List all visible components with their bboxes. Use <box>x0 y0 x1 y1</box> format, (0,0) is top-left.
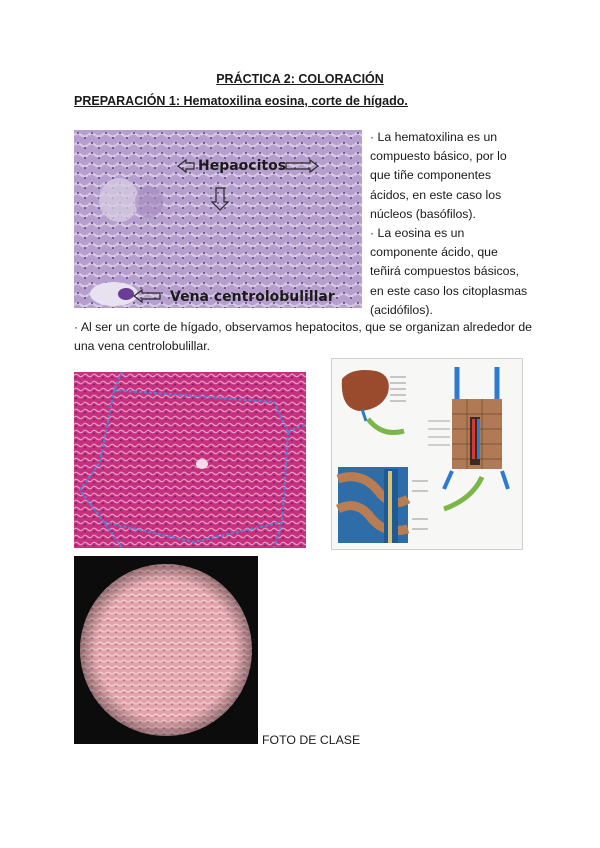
side-text-line: · La eosina es un <box>370 226 465 241</box>
class-microscope-photo <box>74 556 258 744</box>
figure-liver-lobule <box>74 372 306 548</box>
side-text-line: compuesto básico, por lo <box>370 149 507 164</box>
side-text-line: componente ácido, que <box>370 245 498 260</box>
side-text-block <box>370 128 540 320</box>
label-hepatocitos: Hepaocitos <box>198 158 287 174</box>
figure-liver-he-labeled <box>74 130 362 308</box>
document-title: PRÁCTICA 2: COLORACIÓN <box>216 72 384 86</box>
label-vena-centrolobulillar: Vena centrolobulillar <box>170 289 335 305</box>
photo-caption: FOTO DE CLASE <box>262 733 361 747</box>
body-paragraph <box>74 318 544 356</box>
side-text-line: (acidófilos). <box>370 302 433 317</box>
document-subtitle: PREPARACIÓN 1: Hematoxilina eosina, corte de hígado. <box>74 94 408 108</box>
figure-liver-diagram <box>331 358 523 550</box>
side-text-line: núcleos (basófilos). <box>370 206 476 221</box>
side-text-line: que tiñe componentes <box>370 168 492 183</box>
paragraph-line: · Al ser un corte de hígado, observamos hepatocitos, que se organizan alrededor de <box>74 320 533 334</box>
paragraph-line: una vena centrolobulillar. <box>74 339 211 354</box>
side-text-line: teñirá compuestos básicos, <box>370 264 520 279</box>
liver-lobule-micrograph <box>74 372 306 548</box>
side-text-line: en este caso los citoplasmas <box>370 283 528 298</box>
figure-class-photo <box>74 556 258 744</box>
liver-he-micrograph <box>74 130 362 308</box>
side-text-line: ácidos, en este caso los <box>370 187 502 202</box>
sinusoid-detail-drawing <box>338 467 408 543</box>
side-text-line: · La hematoxilina es un <box>370 130 498 144</box>
liver-structure-diagram <box>332 359 522 549</box>
